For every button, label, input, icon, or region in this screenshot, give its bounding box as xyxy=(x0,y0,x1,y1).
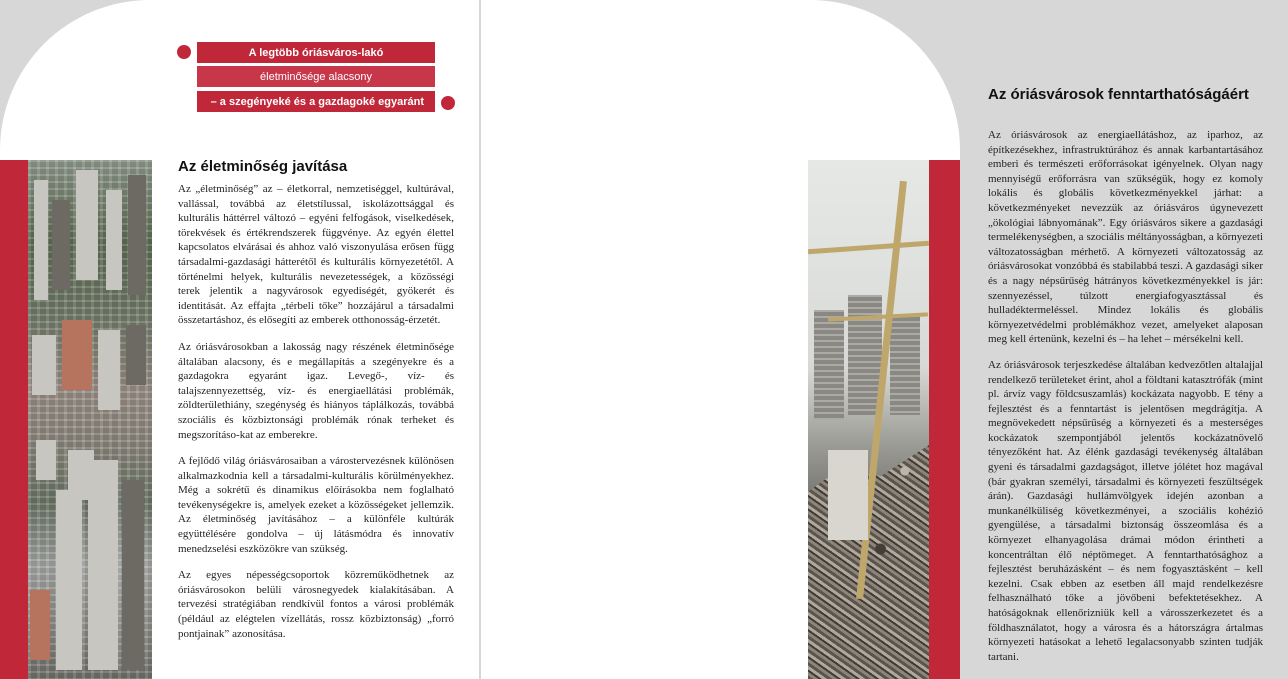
left-page xyxy=(0,0,479,679)
section-heading: Az óriásvárosok fenntarthatóságáért xyxy=(988,86,1249,103)
left-red-strip xyxy=(0,160,28,679)
paragraph: A fejlődő világ óriásvárosaiban a várostervezésnek különösen alkalmazkodnia kell a társadalmi-kulturális körülményekhez. Még a sokrétű és dinamikus előírásokba nem foglalható tevékenységekre is, amelyek ezeket a közösségeket jellemzik. Az életminőség javításához – a különféle kultúrák együttélésére gondolva – új látásmódra és innovatív menedzselési eszközökre van szükség. xyxy=(178,455,454,555)
banner-line-3: – a szegényeké és a gazdagoké egyaránt xyxy=(197,91,435,112)
body-text xyxy=(988,128,1263,675)
right-red-strip xyxy=(929,160,960,679)
right-page xyxy=(481,0,1263,679)
banner-line-2: életminősége alacsony xyxy=(197,66,435,87)
city-skyline-photo xyxy=(28,160,152,679)
bullet-dot xyxy=(177,45,191,59)
bullet-dot xyxy=(441,96,455,110)
paragraph: Az óriásvárosok az energiaellátáshoz, az iparhoz, az építkezésekhez, infrastruktúrához és annak karbantartásához emberi és természeti erőforrásokat igényelnek. Olyan nagy mennyiségű erőforrásra van szükségük, hogy ez komoly lokális és globális következményekkel járhat: a következményeket nevezzük az óriásváros úgynevezett „ökológiai lábnyomának”. Egy óriásváros sikere a gazdasági termelékenységben, a szociális méltányosságban, a környezeti változatosságban mérhető. A környezeti változatosság az óriásvárosokat vonzóbbá és stabilabbá teszi. A gazdasági siker és a nagy népsűrűség hátrányos következményekkel is jár: szennyezéssel, túlzott energiafogyasztással és hulladéktermeléssel. Mindez lokális és globális környezetvédelmi problémákhoz vezet, amelyeket alaposan meg kell értenünk, kezelni és – ha lehet – mérsékelni kell. xyxy=(988,129,1263,346)
paragraph: Az „életminőség” az – életkorral, nemzetiséggel, kultúrával, vallással, továbbá az életstílussal, iskolázottsággal és kulturális háttérrel változó – egyéni felfogások, viselkedések, törekvések és értékrendszerek függvénye. Az egyén élettel kapcsolatos elvárásai és ahhoz való viszonyulása erősen függ társadalmi-gazdasági hátterétől és kulturális környezetétől. A történelmi helyek, kulturális nevezetességek, a közösségi terek jelentik a nagyvárosok egyediségét, gyökerét és identitását. Az effajta „térbeli tőke” hozzájárul a társadalmi összetartáshoz, és elősegíti az emberek otthonosság-érzetét. xyxy=(178,183,454,327)
section-heading: Az életminőség javítása xyxy=(178,158,348,175)
paragraph: Az óriásvárosok terjeszkedése általában kedvezőtlen altalajjal rendelkező területeket érint, ahol a földtani katasztrófák (mint pl. árvíz vagy földcsuszamlás) kockázata nagyobb. E tény a fejlesztést és a fenntartást is jelentősen megdrágítja. A megnövekedett népsűrűség a környezeti és a mesterséges kockázatok szempontjából jelentős kockázatnövelő tényezőként hat. Az élénk gazdasági tevékenység általában gyeni és társadalmi gazdagságot, illetve jólétet hoz magával (bár gyakran személyi, társadalmi és környezeti feszültségek árán). Gazdasági hullámvölgyek idején azonban a munkanélküliség következményei, a szociális kohézió gyengülése, a társadalmi biztonság összeomlása és a környezet elhanyagolása drámai módon érintheti a koncentráltan élő néptömeget. A fenntarthatósághoz a fejlesztést beruházásként – és nem fogyasztásként – kell kezelni. Csak ebben az esetben áll majd rendelkezésre felhasználható tőke a jövőbeni befektetésekhez. A hatóságoknak ellenőrizniük kell a városszerkezetet és a földhasználatot, hogy a városra és a hátországra ártalmas környezeti hatásokat a lehető legalacsonyabb szinten tudják tartani. xyxy=(988,358,1263,663)
demolition-site-photo xyxy=(808,160,929,679)
body-text xyxy=(178,182,454,653)
banner-line-1: A legtöbb óriásváros-lakó xyxy=(197,42,435,63)
paragraph: Az egyes népességcsoportok közreműködhetnek az óriásvárosokon belüli városnegyedek kialakításában. A tervezési stratégiában rendkívül fontos a városi problémák (például az elégtelen vízellátás, rossz közbiztonság) „forró pontjainak” azonosítása. xyxy=(178,569,454,640)
paragraph: Az óriásvárosokban a lakosság nagy részének életminősége általában alacsony, és e megállapítás a szegényekre és a gazdagokra egyaránt igaz. Levegő-, víz- és talajszennyezettség, víz- és energiaellátási problémák, zöldterülethiány, szegénység és hiányos táplálkozás, továbbá szociális és közbiztonsági problémák rónak terheket és megszorításo-kat az emberekre. xyxy=(178,340,454,441)
